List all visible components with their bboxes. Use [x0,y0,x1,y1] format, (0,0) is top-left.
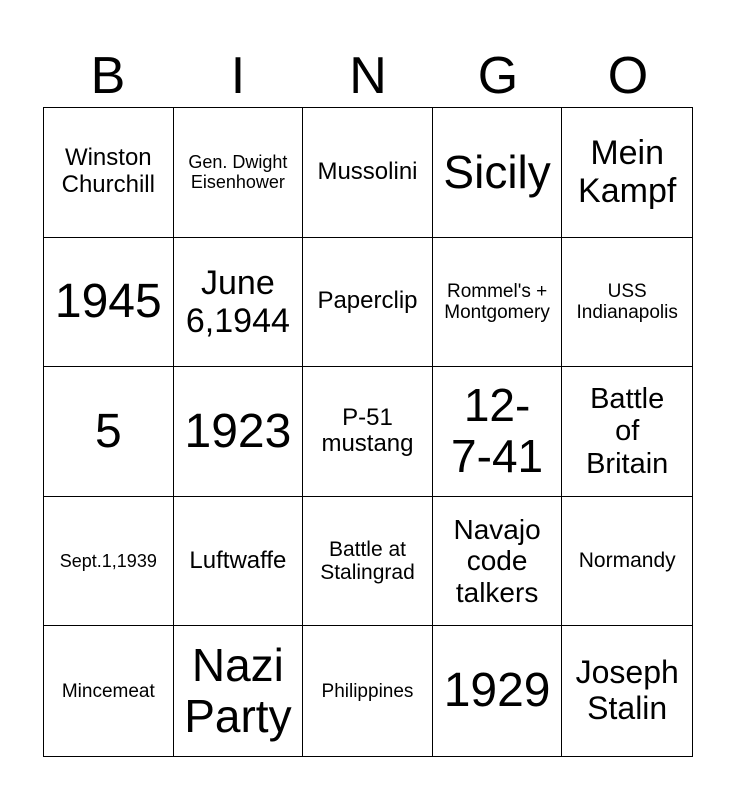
bingo-cell[interactable] [44,108,174,238]
bingo-cell[interactable] [303,238,433,368]
bingo-cell[interactable] [562,367,692,497]
bingo-cell[interactable] [303,497,433,627]
bingo-cell[interactable] [433,497,563,627]
bingo-header [43,44,693,108]
cell-text: June 6,1944 [185,263,290,340]
cell-text: Winston Churchill [61,144,155,199]
bingo-cell[interactable] [562,238,692,368]
bingo-cell[interactable] [174,497,304,627]
bingo-cell[interactable] [433,367,563,497]
cell-text: Mincemeat [61,680,155,702]
bingo-cell[interactable] [44,238,174,368]
header-letter-o: O [607,47,649,105]
bingo-cell[interactable] [44,367,174,497]
bingo-cell[interactable] [174,626,304,756]
cell-text: 1945 [54,275,162,329]
bingo-cell[interactable] [433,108,563,238]
bingo-cell[interactable] [433,238,563,368]
cell-text: Mein Kampf [578,134,677,211]
cell-text: Luftwaffe [189,546,287,574]
cell-text: Battle of Britain [586,382,669,480]
cell-text: 1929 [443,664,551,718]
header-letter-n: N [349,47,387,105]
bingo-cell[interactable] [174,108,304,238]
cell-text: USS Indianapolis [576,280,678,323]
header-letter-i: I [230,47,246,105]
bingo-cell[interactable] [303,626,433,756]
bingo-cell[interactable] [562,626,692,756]
cell-text: Rommel's + Montgomery [444,280,550,323]
cell-text: Navajo code talkers [453,514,541,608]
cell-text: Mussolini [317,157,418,185]
bingo-cell[interactable] [562,108,692,238]
bingo-board [43,107,693,757]
cell-text: 1923 [184,404,292,458]
bingo-cell[interactable] [433,626,563,756]
cell-text: Normandy [578,549,676,573]
bingo-cell[interactable] [562,497,692,627]
cell-text: 5 [94,404,122,458]
bingo-cell[interactable] [44,626,174,756]
cell-text: 12-7-41 [451,378,544,483]
header-letter-g: G [477,47,519,105]
cell-text: Nazi Party [184,638,292,743]
bingo-cell[interactable] [174,238,304,368]
bingo-cell[interactable] [44,497,174,627]
bingo-cell[interactable] [303,108,433,238]
cell-text: Joseph Stalin [575,654,679,727]
header-letter-b: B [90,47,126,105]
cell-text: Battle at Stalingrad [320,537,415,585]
cell-text: Paperclip [317,287,418,315]
cell-text: Sicily [443,145,551,198]
bingo-cell[interactable] [174,367,304,497]
cell-text: Sept.1,1939 [59,551,157,572]
bingo-cell[interactable] [303,367,433,497]
cell-text: P-51 mustang [321,403,414,458]
cell-text: Philippines [321,680,414,702]
cell-text: Gen. Dwight Eisenhower [188,152,288,193]
